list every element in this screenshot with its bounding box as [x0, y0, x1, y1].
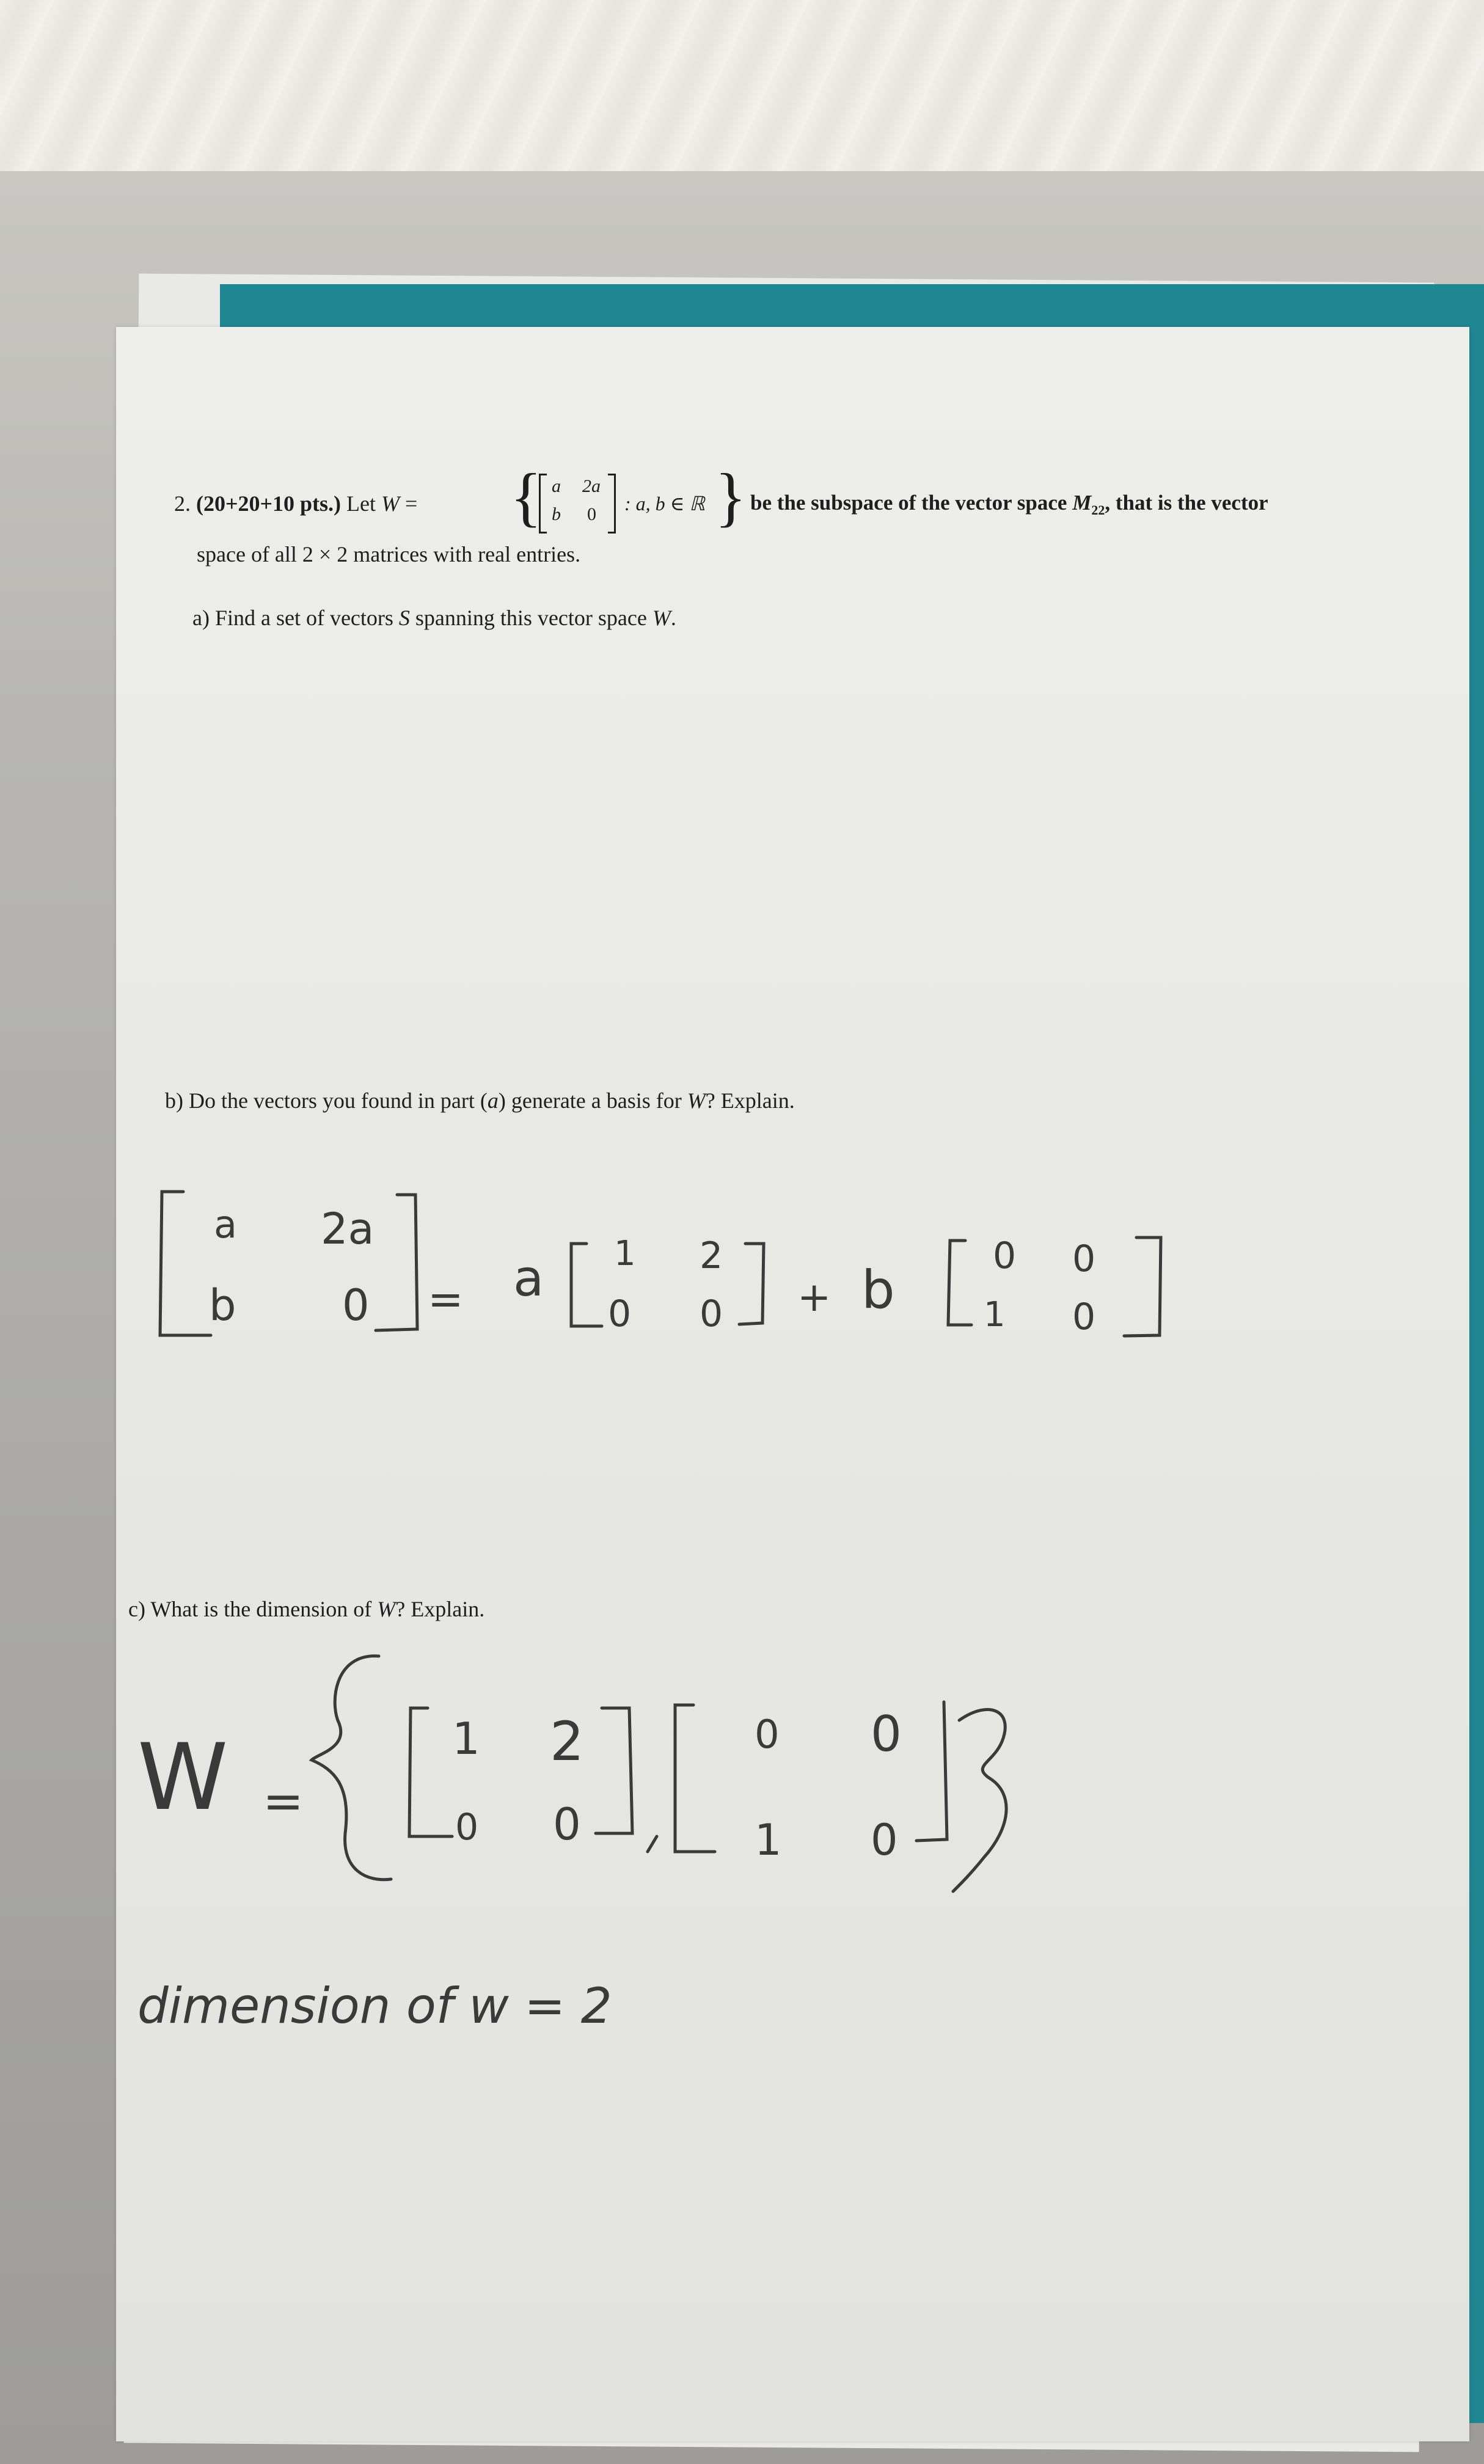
svg-text:0: 0 [993, 1234, 1017, 1277]
svg-text:0: 0 [755, 1712, 780, 1758]
problem-statement-line1-tail: be the subspace of the vector space $M_{22}$, that is the vector [750, 491, 1268, 518]
svg-text:0: 0 [1072, 1238, 1096, 1280]
eq-sign: = [428, 1274, 464, 1324]
coef-b: b [861, 1260, 895, 1321]
svg-text:1: 1 [755, 1815, 782, 1865]
basis-m2-left-bracket [675, 1705, 715, 1852]
svg-text:0: 0 [871, 1706, 902, 1762]
set-close-brace: } [715, 461, 747, 534]
svg-text:0: 0 [700, 1292, 723, 1335]
matrix-cell-2a: 2a [582, 476, 601, 496]
svg-text:0: 0 [608, 1292, 632, 1335]
set-open-brace: { [510, 461, 542, 534]
svg-text:2: 2 [550, 1710, 584, 1773]
plus-sign: + [797, 1274, 832, 1321]
basis-open-brace [312, 1656, 391, 1880]
basis-m2-right-bracket [916, 1702, 947, 1841]
basis-eq: = [263, 1773, 304, 1830]
matrix-cell-0: 0 [587, 504, 596, 524]
set-condition: : a, b ∈ ℝ [624, 493, 705, 515]
problem-set-var: W [381, 491, 400, 516]
svg-text:1: 1 [984, 1295, 1006, 1335]
basis-m1-left-bracket [409, 1708, 452, 1836]
part-a-label: a) [192, 606, 210, 630]
part-b-question: b) Do the vectors you found in part (a) generate a basis for W? Explain. [165, 1088, 795, 1113]
space-subscript: 22 [1091, 502, 1105, 518]
space-symbol: M [1072, 491, 1092, 515]
svg-text:0: 0 [553, 1799, 581, 1850]
problem-equals: = [405, 491, 418, 516]
problem-points: (20+20+10 pts.) [196, 491, 342, 516]
lhs-a: a [214, 1202, 237, 1247]
coef-a: a [513, 1250, 544, 1308]
problem-number: 2. [174, 491, 191, 516]
svg-text:1: 1 [614, 1234, 636, 1274]
part-a-question: a) Find a set of vectors S spanning this vector space W. [192, 606, 676, 630]
svg-text:0: 0 [1072, 1296, 1096, 1338]
lhs-b: b [209, 1280, 236, 1330]
svg-text:2: 2 [700, 1234, 723, 1277]
dimension-statement: dimension of w = 2 [137, 1978, 612, 2034]
part-c-question: c) What is the dimension of W? Explain. [128, 1597, 485, 1621]
basis-comma [648, 1836, 657, 1852]
lhs-0: 0 [342, 1280, 370, 1330]
svg-text:0: 0 [455, 1806, 479, 1849]
problem-intro: Let [346, 491, 376, 516]
matrix-cell-a: a [552, 476, 561, 496]
basis-close-brace [953, 1709, 1006, 1891]
basis-w: W [137, 1725, 228, 1831]
svg-text:1: 1 [452, 1713, 480, 1764]
svg-text:0: 0 [871, 1815, 898, 1865]
basis-m1-right-bracket [596, 1708, 632, 1833]
part-b-label: b) [165, 1088, 183, 1113]
part-c-label: c) [128, 1597, 145, 1621]
lhs-2a: 2a [321, 1204, 375, 1254]
problem-statement-line2: space of all 2 × 2 matrices with real entries. [197, 542, 581, 566]
matrix-cell-b: b [552, 504, 561, 524]
